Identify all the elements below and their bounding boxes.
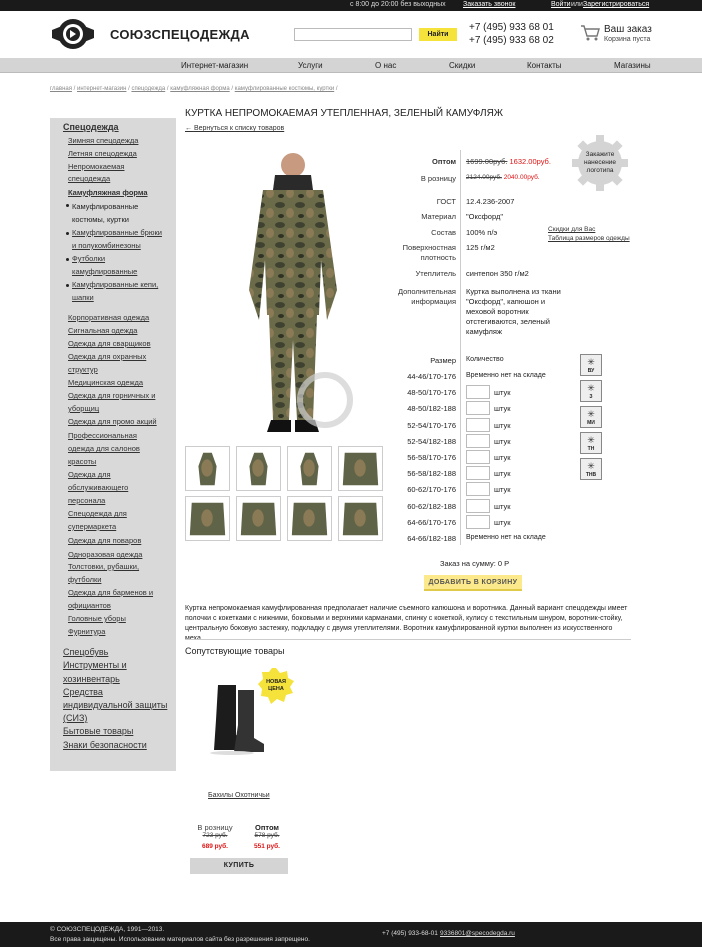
breadcrumb-item[interactable]: главная	[50, 86, 72, 92]
unit-label: штук	[494, 518, 511, 527]
nav-item-contacts[interactable]: Контакты	[527, 61, 562, 70]
cart-status: Корзина пуста	[604, 36, 651, 43]
spec-value-info-5: камуфляж	[466, 327, 502, 336]
phone-2: +7 (495) 933 68 02	[469, 35, 554, 46]
footer-email[interactable]: 9336801@specodegda.ru	[440, 930, 515, 937]
out-of-stock-label: Временно нет на складе	[466, 372, 546, 379]
badge-glyph-icon: ✳	[587, 409, 595, 419]
discount-link[interactable]: Скидки для Вас	[548, 226, 596, 233]
sidebar-item[interactable]: Одноразовая одежда	[68, 550, 143, 559]
quantity-input[interactable]	[466, 385, 490, 399]
sidebar-item[interactable]: уборщиц	[68, 404, 100, 413]
phone-1: +7 (495) 933 68 01	[469, 22, 554, 33]
size-label: 56-58/182-188	[407, 469, 456, 478]
retail-price	[466, 174, 540, 181]
sidebar-item[interactable]: Камуфляжная форма	[68, 188, 148, 197]
nav-item-services[interactable]: Услуги	[298, 61, 323, 70]
sidebar-item[interactable]: Сигнальная одежда	[68, 326, 138, 335]
size-label: 44-46/170-176	[407, 372, 456, 381]
sidebar-item[interactable]: Толстовки, рубашки,	[68, 562, 140, 571]
callback-link[interactable]: Заказать звонок	[463, 1, 516, 8]
spec-value-info-3: меховой воротник	[466, 307, 529, 316]
size-label: 64-66/170-176	[407, 518, 456, 527]
sidebar-item[interactable]: костюмы, куртки	[72, 215, 129, 224]
related-wholesale-old: 578 руб.	[254, 832, 280, 839]
unit-label: штук	[494, 485, 511, 494]
sidebar-catalog	[50, 118, 176, 771]
size-label: 52-54/182-188	[407, 437, 456, 446]
logo-gear-icon[interactable]	[50, 16, 96, 52]
top-bar	[0, 0, 702, 11]
badge-label: ТН	[587, 446, 595, 452]
spec-value-info-4: отстегиваются, зеленый	[466, 317, 550, 326]
sidebar-item[interactable]: Одежда для барменов и	[68, 588, 154, 597]
footer	[0, 922, 702, 947]
or-text: или	[571, 1, 583, 8]
search-input[interactable]	[294, 28, 412, 41]
thumbnail-image	[288, 447, 331, 490]
related-wholesale-new: 551 руб.	[254, 843, 280, 850]
back-link-label: Вернуться к списку товаров	[193, 125, 285, 132]
footer-rights: Все права защищены. Использование материалов сайта без разрешения запрещено.	[50, 936, 310, 943]
cart-icon[interactable]	[580, 24, 600, 42]
retail-new-price: 2040.00руб.	[503, 174, 540, 181]
product-thumbnail[interactable]	[338, 446, 383, 491]
sidebar-item[interactable]: красоты	[68, 457, 97, 466]
spec-label-info: Дополнительная	[397, 287, 456, 296]
product-thumbnail[interactable]	[185, 496, 230, 541]
related-product-name[interactable]: Бахилы Охотничьи	[208, 792, 270, 799]
add-to-cart-button[interactable]: ДОБАВИТЬ В КОРЗИНУ	[424, 575, 522, 591]
sidebar-item[interactable]: Бытовые товары	[63, 726, 134, 736]
sidebar-item[interactable]: супермаркета	[68, 522, 117, 531]
spec-value-insulation: синтепон 350 г/м2	[466, 269, 529, 278]
related-retail-new: 689 руб.	[202, 843, 228, 850]
unit-label: штук	[494, 453, 511, 462]
spec-label-gost: ГОСТ	[436, 197, 456, 206]
thumbnail-image	[339, 447, 382, 490]
quantity-input[interactable]	[466, 450, 490, 464]
sidebar-item[interactable]: Зимняя спецодежда	[68, 136, 139, 145]
thumbnail-image	[288, 497, 331, 540]
back-to-list-link[interactable]: ← Вернуться к списку товаров	[185, 125, 285, 132]
spec-value-material: "Оксфорд"	[466, 212, 503, 221]
spec-value-density: 125 г/м2	[466, 243, 495, 252]
sidebar-item[interactable]: одежда для салонов	[68, 444, 140, 453]
sidebar-item[interactable]: Камуфлированные брюки	[72, 228, 162, 237]
breadcrumb-item[interactable]: камуфлированные костюмы, куртки	[234, 86, 335, 92]
sidebar-bullet-icon	[66, 284, 69, 287]
unit-label: штук	[494, 469, 511, 478]
quantity-input[interactable]	[466, 401, 490, 415]
sidebar-item[interactable]: персонала	[68, 496, 106, 505]
badge-label: МИ	[587, 420, 595, 426]
size-label: 48-50/170-176	[407, 388, 456, 397]
sidebar-item[interactable]: Профессиональная	[68, 431, 137, 440]
thumbnail-image	[186, 497, 229, 540]
nav-item-about[interactable]: О нас	[375, 61, 397, 70]
unit-label: штук	[494, 502, 511, 511]
sidebar-item[interactable]: (СИЗ)	[63, 713, 88, 723]
spec-label-material: Материал	[421, 212, 456, 221]
quantity-input[interactable]	[466, 466, 490, 480]
retail-old-price: 2124.00руб.	[466, 174, 502, 181]
retail-label: В розницу	[420, 174, 456, 183]
size-label: 56-58/170-176	[407, 453, 456, 462]
sidebar-item[interactable]: индивидуальной защиты	[63, 700, 168, 710]
sidebar-item[interactable]: и полукомбинезоны	[72, 241, 141, 250]
nav-item-discounts[interactable]: Скидки	[449, 61, 476, 70]
wholesale-price	[466, 157, 551, 166]
unit-label: штук	[494, 437, 511, 446]
related-retail-label: В розницу	[197, 823, 233, 832]
sidebar-item[interactable]: Одежда для промо акций	[68, 417, 157, 426]
nav-item-shop[interactable]: Интернет-магазин	[181, 61, 249, 70]
working-hours: с 8:00 до 20:00 без выходных	[350, 1, 446, 8]
unit-label: штук	[494, 388, 511, 397]
product-thumbnail[interactable]	[236, 446, 281, 491]
quantity-input[interactable]	[466, 482, 490, 496]
product-main-image[interactable]	[215, 140, 375, 440]
new-price-badge-text: НОВАЯ ЦЕНА	[266, 679, 286, 692]
spec-divider	[460, 150, 461, 545]
related-retail-old: 723 руб.	[202, 832, 228, 839]
thumbnail-image	[237, 497, 280, 540]
wholesale-label: Оптом	[432, 157, 456, 166]
sidebar-item[interactable]: Одежда для горничных и	[68, 391, 156, 400]
sidebar-item[interactable]: Камуфлированные	[72, 202, 139, 211]
qty-header: Количество	[466, 356, 504, 363]
spec-label-info-2: информация	[411, 297, 456, 306]
wholesale-new-price: 1632.00руб.	[509, 157, 551, 166]
product-thumbnail[interactable]	[287, 496, 332, 541]
quantity-input[interactable]	[466, 515, 490, 529]
size-label: 60-62/182-188	[407, 502, 456, 511]
sidebar-item[interactable]: Камуфлированные кепи,	[72, 280, 159, 289]
low-temperature-icon	[580, 432, 602, 454]
wind-protection-icon	[580, 380, 602, 402]
unit-label: штук	[494, 404, 511, 413]
sidebar-item[interactable]: Одежда для сварщиков	[68, 339, 151, 348]
badge-glyph-icon: ✳	[587, 435, 595, 445]
badge-glyph-icon: ✳	[587, 357, 595, 367]
brand-name[interactable]: СОЮЗСПЕЦОДЕЖДА	[110, 27, 250, 42]
breadcrumb-item[interactable]: интернет-магазин	[77, 86, 127, 92]
divider	[185, 639, 631, 640]
out-of-stock-label: Временно нет на складе	[466, 534, 546, 541]
sidebar-item[interactable]: спецодежда	[68, 174, 111, 183]
sidebar-item[interactable]: Медицинская одежда	[68, 378, 144, 387]
quantity-input[interactable]	[466, 418, 490, 432]
sidebar-item[interactable]: официантов	[68, 601, 111, 610]
size-label: 52-54/170-176	[407, 421, 456, 430]
sidebar-item[interactable]: Одежда для	[68, 470, 111, 479]
spec-value-composition: 100% п/э	[466, 228, 498, 237]
sidebar-item[interactable]: Футболки	[72, 254, 106, 263]
badge-label: ВУ	[587, 368, 595, 374]
sidebar-item[interactable]: Летняя спецодежда	[68, 149, 137, 158]
order-logo-text[interactable]: Закажите нанесение логотипа	[583, 151, 617, 174]
sidebar-item[interactable]: Спецодежда	[63, 122, 119, 132]
sidebar-item[interactable]: хозинвентарь	[63, 674, 120, 684]
size-label: 60-62/170-176	[407, 485, 456, 494]
breadcrumb-item[interactable]: спецодежда	[131, 86, 166, 92]
breadcrumb-item[interactable]: камуфляжная форма	[170, 86, 230, 92]
register-link[interactable]: Зарегистрироваться	[583, 1, 650, 8]
thumbnail-image	[339, 497, 382, 540]
product-thumbnail[interactable]	[236, 496, 281, 541]
badge-glyph-icon: ✳	[587, 461, 595, 471]
sidebar-item[interactable]: Средства	[63, 687, 103, 697]
sidebar-item[interactable]: Спецодежда для	[68, 509, 127, 518]
freeze-protection-icon	[580, 406, 602, 428]
badge-label: ТНВ	[585, 472, 597, 478]
size-label: 64-66/182-188	[407, 534, 456, 543]
product-thumbnail[interactable]	[287, 446, 332, 491]
sidebar-item[interactable]: Фурнитура	[68, 627, 106, 636]
quantity-input[interactable]	[466, 499, 490, 513]
related-heading: Сопутствующие товары	[185, 646, 285, 656]
header	[0, 11, 702, 58]
breadcrumb: главная / интернет-магазин / спецодежда / камуфляжная форма / камуфлированные костюмы, куртки /	[50, 86, 338, 92]
unit-label: штук	[494, 421, 511, 430]
sidebar-item[interactable]: шапки	[72, 293, 94, 302]
badge-glyph-icon: ✳	[587, 383, 595, 393]
badge-label: З	[589, 394, 593, 400]
quantity-input[interactable]	[466, 434, 490, 448]
footer-phone: +7 (495) 933-68-01	[382, 930, 438, 937]
buy-button[interactable]: КУПИТЬ	[190, 858, 288, 874]
related-wholesale-label: Оптом	[255, 823, 279, 832]
main-nav	[0, 58, 702, 73]
sidebar-item[interactable]: Спецобувь	[63, 647, 109, 657]
thumbnail-image	[186, 447, 229, 490]
spec-label-density-2: плотность	[420, 253, 456, 262]
sidebar-item[interactable]: Знаки безопасности	[63, 740, 147, 750]
thumbnail-image	[237, 447, 280, 490]
product-description: Куртка непромокаемая камуфлированная предполагает наличие съемного капюшона и воротника. Данный вариант спецодежды имеет полочки с кокетками с нижними, боковыми и верхними карманами, спинку с кокеткой, кулису с текстильным шнуром, воротник-стойку, центральную боковую застежку, подкладку с двумя утеплителями. Воротник камуфлированной куртки выполнен из искусственного	[185, 605, 628, 632]
page-title: КУРТКА НЕПРОМОКАЕМАЯ УТЕПЛЕННАЯ, ЗЕЛЕНЫЙ КАМУФЛЯЖ	[185, 108, 504, 119]
size-table-link[interactable]: Таблица размеров одежды	[548, 235, 630, 242]
sidebar-item[interactable]: структур	[68, 365, 98, 374]
wholesale-old-price: 1699.00руб.	[466, 157, 508, 166]
size-header: Размер	[430, 356, 456, 365]
login-link[interactable]: Войти	[551, 1, 571, 8]
nav-item-stores[interactable]: Магазины	[614, 61, 651, 70]
sidebar-bullet-icon	[66, 232, 69, 235]
product-thumbnail[interactable]	[338, 496, 383, 541]
sidebar-item[interactable]: футболки	[68, 575, 102, 584]
spec-value-info-2: "Оксфорд", капюшон и	[466, 297, 546, 306]
search-button[interactable]: Найти	[419, 28, 457, 41]
sidebar-bullet-icon	[66, 258, 69, 261]
water-resistance-icon	[580, 354, 602, 376]
cart-title[interactable]: Ваш заказ	[604, 24, 652, 35]
sidebar-item[interactable]: Непромокаемая	[68, 162, 125, 171]
spec-value-info: Куртка выполнена из ткани	[466, 287, 561, 296]
sidebar-item[interactable]: Корпоративная одежда	[68, 313, 150, 322]
spec-value-gost: 12.4.236-2007	[466, 197, 515, 206]
product-thumbnail[interactable]	[185, 446, 230, 491]
sidebar-item[interactable]: Головные уборы	[68, 614, 126, 623]
spec-label-insulation: Утеплитель	[415, 269, 456, 278]
very-low-temperature-icon	[580, 458, 602, 480]
size-label: 48-50/182-188	[407, 404, 456, 413]
sidebar-item[interactable]: Инструменты и	[63, 660, 127, 670]
spec-label-composition: Состав	[431, 228, 456, 237]
sidebar-item[interactable]: камуфлированные	[72, 267, 138, 276]
footer-copyright: © СОЮЗСПЕЦОДЕЖДА, 1991—2013.	[50, 926, 165, 933]
order-sum: Заказ на сумму: 0 Р	[440, 559, 510, 568]
sidebar-item[interactable]: Одежда для охранных	[68, 352, 147, 361]
sidebar-item[interactable]: обслуживающего	[68, 483, 129, 492]
sidebar-item[interactable]: Одежда для поваров	[68, 536, 142, 545]
sidebar-bullet-icon	[66, 204, 69, 207]
spec-label-density: Поверхностная	[402, 243, 456, 252]
